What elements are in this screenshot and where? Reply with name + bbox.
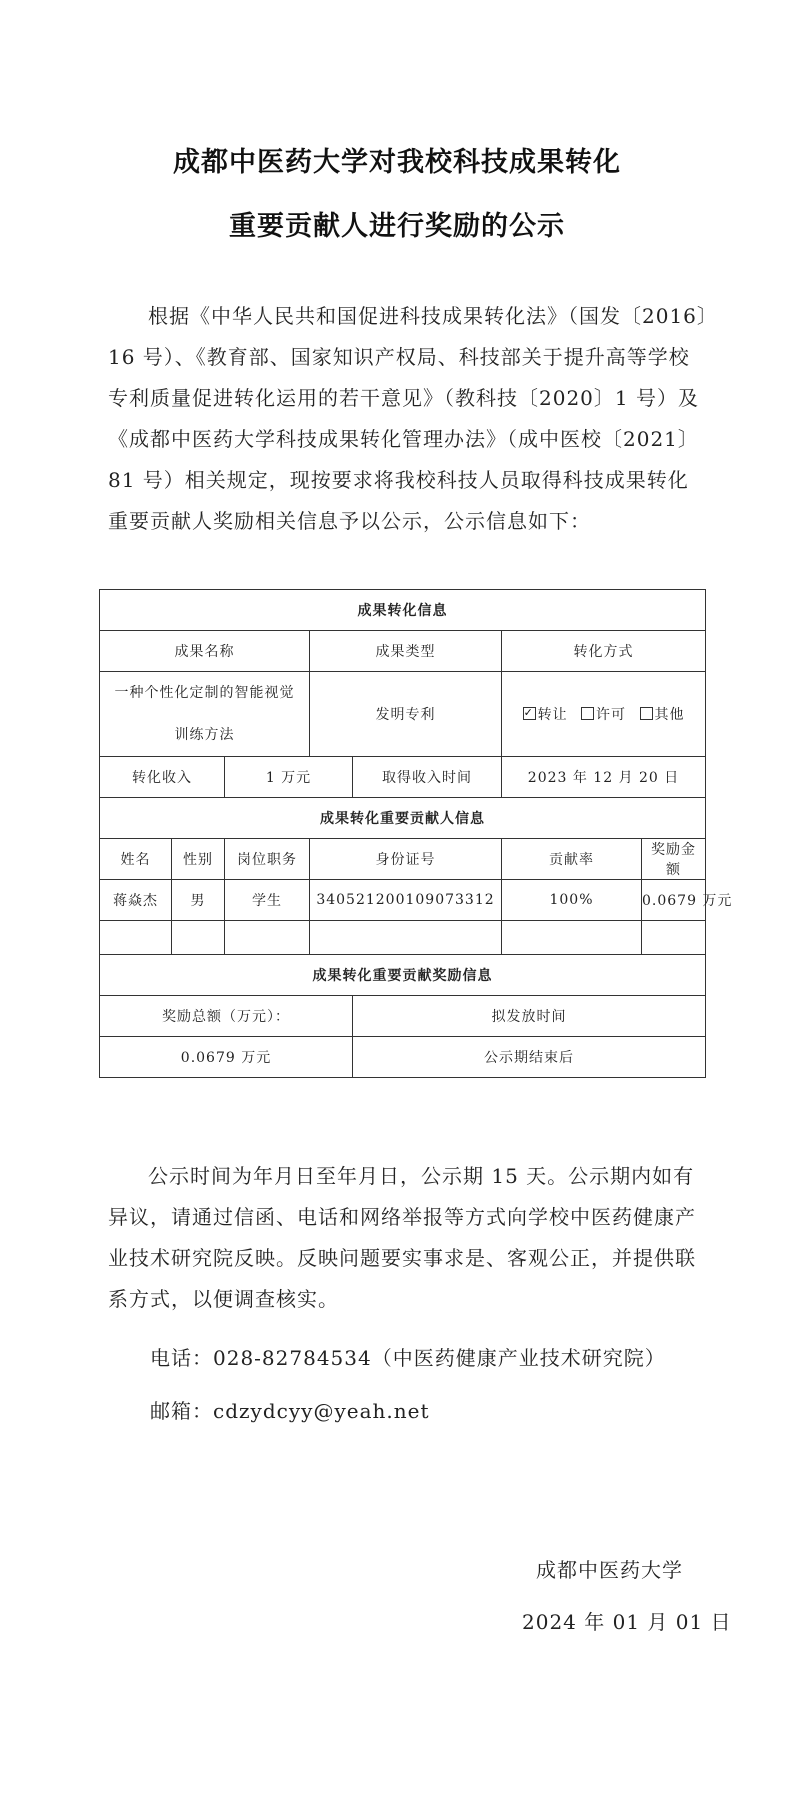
empty-cell — [225, 921, 310, 955]
checkbox-empty-icon — [581, 707, 594, 720]
header-rate: 贡献率 — [502, 839, 642, 880]
intro-line: 81 号）相关规定，现按要求将我校科技人员取得科技成果转化 — [108, 468, 689, 492]
option-label: 其他 — [654, 707, 685, 723]
signature-org: 成都中医药大学 — [536, 1558, 683, 1582]
result-name-line: 一种个性化定制的智能视觉 — [114, 685, 295, 701]
notice-paragraph — [108, 1156, 700, 1320]
empty-cell — [642, 921, 706, 955]
option-label: 转让 — [537, 707, 568, 723]
intro-line: 《成都中医药大学科技成果转化管理办法》（成中医校〔2021〕 — [108, 427, 699, 451]
intro-paragraph — [108, 296, 718, 542]
person-gender: 男 — [172, 880, 225, 921]
intro-line: 16 号）、《教育部、国家知识产权局、科技部关于提升高等学校 — [108, 345, 690, 369]
empty-cell — [172, 921, 225, 955]
contact-email: 邮箱：cdzydcyy@yeah.net — [150, 1399, 430, 1423]
table-row — [100, 880, 706, 921]
person-amount: 0.0679 万元 — [642, 880, 706, 921]
table-row-empty — [100, 921, 706, 955]
empty-cell — [502, 921, 642, 955]
achievement-table — [99, 589, 733, 1078]
income-value: 1 万元 — [225, 757, 353, 798]
transfer-method-options — [502, 672, 706, 757]
header-position: 岗位职务 — [225, 839, 310, 880]
notice-line: 公示时间为年月日至年月日，公示期 15 天。公示期内如有 — [148, 1164, 695, 1188]
title-line-2: 重要贡献人进行奖励的公示 — [229, 211, 565, 242]
checkbox-empty-icon — [640, 707, 653, 720]
result-name-cell — [100, 672, 310, 757]
contact-phone: 电话：028-82784534（中医药健康产业技术研究院） — [150, 1346, 666, 1370]
reward-time-value: 公示期结束后 — [353, 1037, 706, 1078]
header-result-type: 成果类型 — [310, 631, 502, 672]
reward-total-value: 0.0679 万元 — [100, 1037, 353, 1078]
intro-line: 专利质量促进转化运用的若干意见》（教科技〔2020〕1 号）及 — [108, 386, 699, 410]
person-id-number: 340521200109073312 — [310, 880, 502, 921]
person-position: 学生 — [225, 880, 310, 921]
option-transfer[interactable] — [523, 707, 568, 723]
reward-total-label: 奖励总额（万元）： — [100, 996, 353, 1037]
income-time-label: 取得收入时间 — [353, 757, 502, 798]
intro-line: 根据《中华人民共和国促进科技成果转化法》（国发〔2016〕 — [148, 304, 718, 328]
header-result-name: 成果名称 — [100, 631, 310, 672]
notice-line: 系方式，以便调查核实。 — [108, 1287, 339, 1311]
empty-cell — [100, 921, 172, 955]
header-transfer-method: 转化方式 — [502, 631, 706, 672]
result-type-value: 发明专利 — [310, 672, 502, 757]
checkbox-checked-icon — [523, 707, 536, 720]
option-label: 许可 — [596, 707, 627, 723]
empty-cell — [310, 921, 502, 955]
intro-line: 重要贡献人奖励相关信息予以公示，公示信息如下： — [108, 509, 591, 533]
notice-line: 异议，请通过信函、电话和网络举报等方式向学校中医药健康产 — [108, 1205, 696, 1229]
title-line-1: 成都中医药大学对我校科技成果转化 — [173, 147, 621, 178]
income-time-value: 2023 年 12 月 20 日 — [502, 757, 706, 798]
person-rate: 100% — [502, 880, 642, 921]
income-label: 转化收入 — [100, 757, 225, 798]
section-title-achievement: 成果转化信息 — [100, 590, 706, 631]
header-name: 姓名 — [100, 839, 172, 880]
section-title-reward: 成果转化重要贡献奖励信息 — [100, 955, 706, 996]
signature-date: 2024 年 01 月 01 日 — [522, 1610, 732, 1634]
result-name-line: 训练方法 — [174, 727, 235, 743]
option-license[interactable] — [581, 707, 626, 723]
reward-time-label: 拟发放时间 — [353, 996, 706, 1037]
person-name: 蒋焱杰 — [100, 880, 172, 921]
header-amount: 奖励金额 — [642, 839, 706, 880]
section-title-contributors: 成果转化重要贡献人信息 — [100, 798, 706, 839]
header-gender: 性别 — [172, 839, 225, 880]
header-id-number: 身份证号 — [310, 839, 502, 880]
option-other[interactable] — [640, 707, 685, 723]
notice-line: 业技术研究院反映。反映问题要实事求是、客观公正，并提供联 — [108, 1246, 696, 1270]
